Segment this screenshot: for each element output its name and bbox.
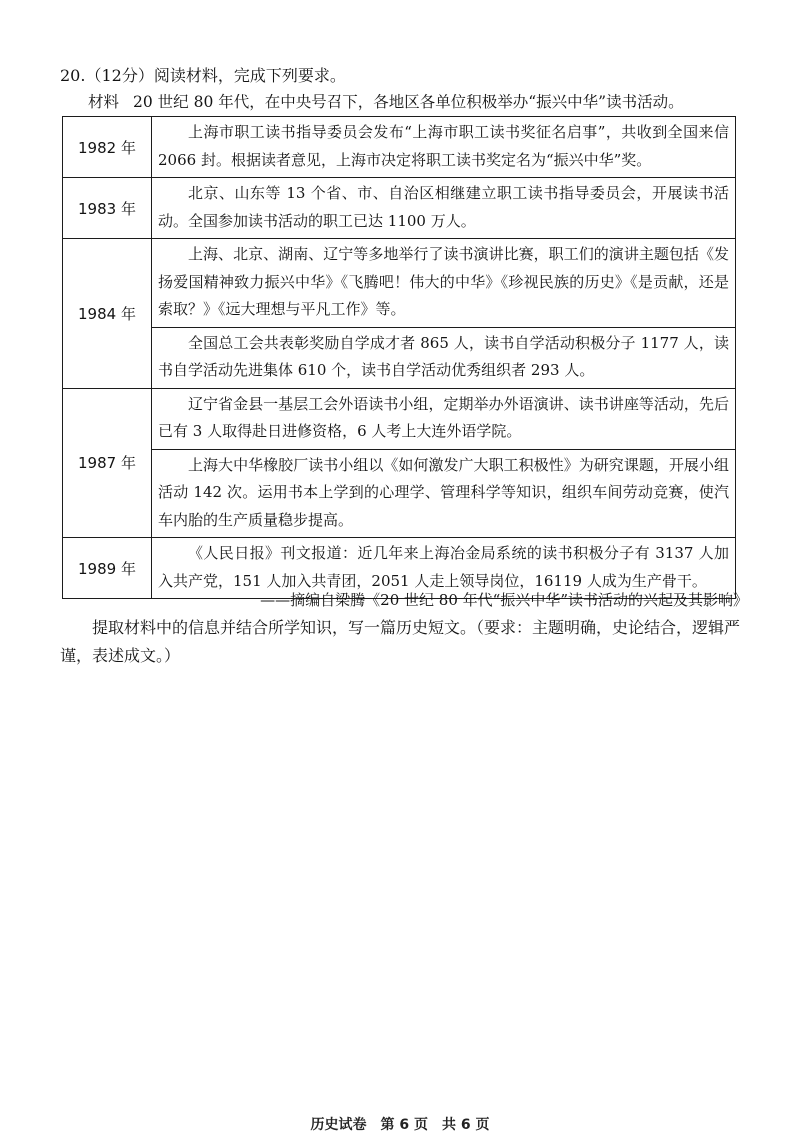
table-row: [63, 327, 736, 388]
year-cell: 1989 年: [63, 538, 152, 599]
material-source: ——摘编自梁腾《20 世纪 80 年代“振兴中华”读书活动的兴起及其影响》: [260, 591, 748, 609]
question-points: （12分）: [85, 66, 154, 85]
task-prompt: 提取材料中的信息并结合所学知识，写一篇历史短文。（要求：主题明确，史论结合，逻辑严谨，表述成文。）: [60, 618, 741, 665]
table-row: [63, 117, 736, 178]
year-cell: 1987 年: [63, 388, 152, 538]
material-table: [62, 116, 736, 599]
table-row: [63, 388, 736, 449]
material-tag: 材料: [88, 93, 120, 111]
entry-cell: 上海大中华橡胶厂读书小组以《如何激发广大职工积极性》为研究课题，开展小组活动 142 次。运用书本上学到的心理学、管理科学等知识，组织车间劳动竞赛，使汽车内胎的生产质量稳步提高。: [152, 449, 736, 538]
table-row: [63, 178, 736, 239]
question-instruction: 阅读材料，完成下列要求。: [153, 66, 346, 85]
material-intro: [88, 90, 768, 114]
entry-cell: 辽宁省金县一基层工会外语读书小组，定期举办外语演讲、读书讲座等活动，先后已有 3 人取得赴日进修资格，6 人考上大连外语学院。: [152, 388, 736, 449]
table-row: [63, 239, 736, 328]
entry-cell: 上海、北京、湖南、辽宁等多地举行了读书演讲比赛，职工们的演讲主题包括《发扬爱国精神致力振兴中华》《飞腾吧！伟大的中华》《珍视民族的历史》《是贡献，还是索取？》《远大理想与平凡工作》等。: [152, 239, 736, 328]
year-cell: 1982 年: [63, 117, 152, 178]
page-footer: 历史试卷 第 6 页 共 6 页: [310, 1117, 490, 1133]
entry-cell: 全国总工会共表彰奖励自学成才者 865 人，读书自学活动积极分子 1177 人，读书自学活动先进集体 610 个，读书自学活动优秀组织者 293 人。: [152, 327, 736, 388]
year-cell: 1983 年: [63, 178, 152, 239]
table-row: [63, 449, 736, 538]
entry-cell: 北京、山东等 13 个省、市、自治区相继建立职工读书指导委员会，开展读书活动。全国参加读书活动的职工已达 1100 万人。: [152, 178, 736, 239]
question-header: [60, 64, 760, 88]
material-intro-text: 20 世纪 80 年代，在中央号召下，各地区各单位积极举办“振兴中华”读书活动。: [133, 93, 684, 111]
entry-cell: 上海市职工读书指导委员会发布“上海市职工读书奖征名启事”，共收到全国来信 2066 封。根据读者意见，上海市决定将职工读书奖定名为“振兴中华”奖。: [152, 117, 736, 178]
entry-cell: 《人民日报》刊文报道：近几年来上海冶金局系统的读书积极分子有 3137 人加入共产党，151 人加入共青团，2051 人走上领导岗位，16119 人成为生产骨干。: [152, 538, 736, 599]
year-cell: 1984 年: [63, 239, 152, 389]
question-number: 20.: [60, 66, 86, 85]
